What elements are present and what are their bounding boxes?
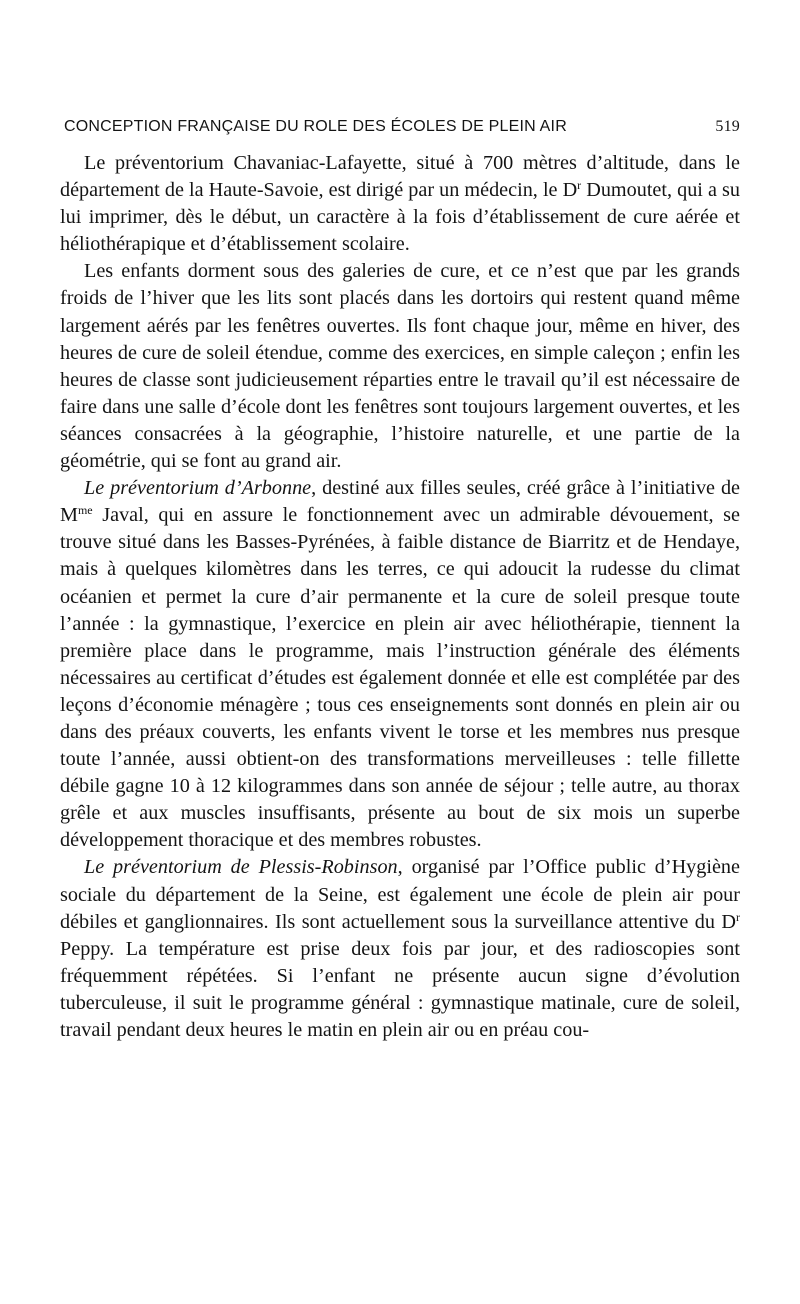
text-run: Javal, qui en assure le fonctionnement avec un admirable dévouement, se trouve situé dans les Basses-Pyrénées, à faible distance de Biarritz et de Hendaye, mais à quelques kilomètres dans les terres, ce qui adoucit la rudesse du climat océanien et permet la cure d’air permanente et la cure de soleil presque toute l’année : la gymnastique, l’exercice en plein air avec héliothérapie, tiennent la première place dans le programme, mais l’instruction générale des éléments nécessaires au certificat d’études est également donnée et elle est complétée par des leçons d’économie ménagère ; tous ces enseignements sont donnés en plein air ou dans des préaux couverts, les enfants vivent le torse et les membres nus presque toute l’année, aussi obtient-on des transformations merveilleuses : telle fillette débile gagne 10 à 12 kilogrammes dans son année de séjour ; telle autre, au thorax grêle et aux muscles insuffisants, présente au bout de six mois un superbe développement thoracique et des membres robustes. [60, 504, 740, 852]
paragraph-plessis-robinson [60, 854, 740, 1044]
text-run: , organisé par l’Office public d’Hygiène sociale du département de la Seine, est également une école de plein air pour débiles et ganglionnaires. Ils sont actuellement sous la surveillance attentive du D [60, 856, 740, 933]
running-title: CONCEPTION FRANÇAISE DU ROLE DES ÉCOLES DE PLEIN AIR [64, 118, 567, 135]
text-run: Les enfants dorment sous des galeries de cure, et ce n’est que par les grands froids de l’hiver que les lits sont placés dans les dortoirs qui restent quand même largement aérés par les fenêtres ouvertes. Ils font chaque jour, même en hiver, des heures de cure de soleil étendue, comme des exercices, en simple caleçon ; enfin les heures de classe sont judicieusement réparties entre le travail qu’il est nécessaire de faire dans une salle d’école dont les fenêtres sont toujours largement ouvertes, et les séances consacrées à la géographie, l’histoire naturelle, et une partie de la géométrie, qui se font au grand air. [60, 260, 740, 473]
text-run: Le préventorium Chavaniac-Lafayette, situé à 700 mètres d’altitude, dans le département de la Haute-Savoie, est dirigé par un médecin, le D [60, 152, 740, 202]
running-header [60, 118, 740, 136]
superscript: r [736, 909, 740, 924]
text-run: , destiné aux filles seules, créé grâce à l’initiative de M [60, 477, 740, 527]
superscript: r [577, 178, 582, 193]
paragraph-arbonne [60, 475, 740, 854]
italic-title: Le préventorium d’Arbonne [84, 477, 312, 500]
text-run: Dumoutet, qui a su lui imprimer, dès le début, un caractère à la fois d’établissement de cure aérée et héliothérapique et d’établissement scolaire. [60, 179, 740, 256]
superscript: me [77, 503, 93, 518]
paragraph-chavaniac [60, 150, 740, 258]
body-text [60, 150, 740, 1044]
page-number: 519 [715, 118, 740, 135]
paragraph-galeries [60, 258, 740, 475]
book-page [60, 118, 740, 1044]
italic-title: Le préventorium de Plessis-Robinson [84, 856, 398, 879]
text-run: Peppy. La température est prise deux fois par jour, et des radioscopies sont fréquemment répétées. Si l’enfant ne présente aucun signe d’évolution tuberculeuse, il suit le programme général : gymnastique matinale, cure de soleil, travail pendant deux heures le matin en plein air ou en préau cou- [60, 937, 740, 1041]
